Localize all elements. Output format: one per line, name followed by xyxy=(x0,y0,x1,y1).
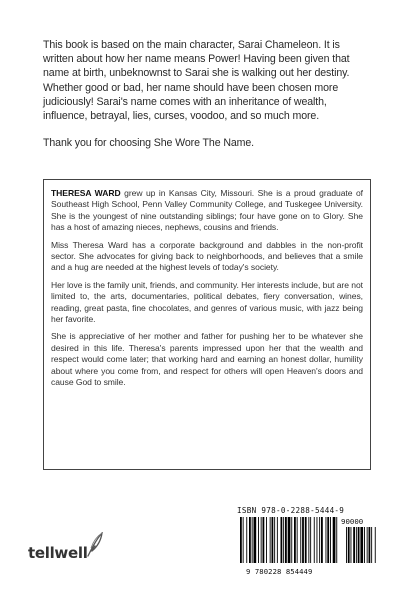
bio-paragraph-1 xyxy=(51,188,363,234)
bio-paragraph-4: She is appreciative of her mother and father for pushing her to be whatever she desired in this life. Theresa's parents impressed upon her that the wealth and respect would come later; that working hard and earning an honest dollar, humility about where you come from, and respect for others will open Heaven's doors and cause God to smile. xyxy=(51,331,363,388)
author-bio-box xyxy=(43,179,371,470)
bio-paragraph-2: Miss Theresa Ward has a corporate background and dabbles in the non-profit sector. She advocates for giving back to neighborhoods, and believes that a smile and a hug are needed at the highest levels of today's society. xyxy=(51,239,363,273)
bio-paragraph-1-text: grew up in Kansas City, Missouri. She is a proud graduate of Southeast High School, Penn Valley Community College, and Tuskegee University. She is the youngest of nine outstanding siblings; four have gone on to Glory. She has a host of amazing nieces, nephews, cousins and friends. xyxy=(51,188,363,233)
barcode-digits: 9 780228 854449 xyxy=(246,567,313,576)
blurb-paragraph: This book is based on the main character, Sarai Chameleon. It is written about how her name means Power! Having been given that name at birth, unbeknownst to Sarai she is walking out her destiny. Whether good or bad, her name should have been chosen more judiciously! Sarai's name comes with an inheritance of wealth, influence, betrayal, lies, curses, voodoo, and so much more. xyxy=(43,39,350,123)
publisher-logo-text: tellwell xyxy=(28,544,88,562)
quill-feather-icon xyxy=(84,532,104,558)
author-name: THERESA WARD xyxy=(51,188,121,198)
publisher-logo xyxy=(28,532,104,562)
price-code: 90000 xyxy=(341,517,364,526)
back-cover-blurb xyxy=(43,38,368,163)
bio-paragraph-3: Her love is the family unit, friends, and community. Her interests include, but are not limited to, the arts, documentaries, political debates, fiery conversation, wines, reading, great pasta, fine chocolates, and genres of various music, with jazz being her favorite. xyxy=(51,279,363,325)
isbn-text: ISBN 978-0-2288-5444-9 xyxy=(237,506,345,515)
blurb-thanks: Thank you for choosing She Wore The Name. xyxy=(43,137,255,150)
barcode-graphic xyxy=(240,517,390,563)
